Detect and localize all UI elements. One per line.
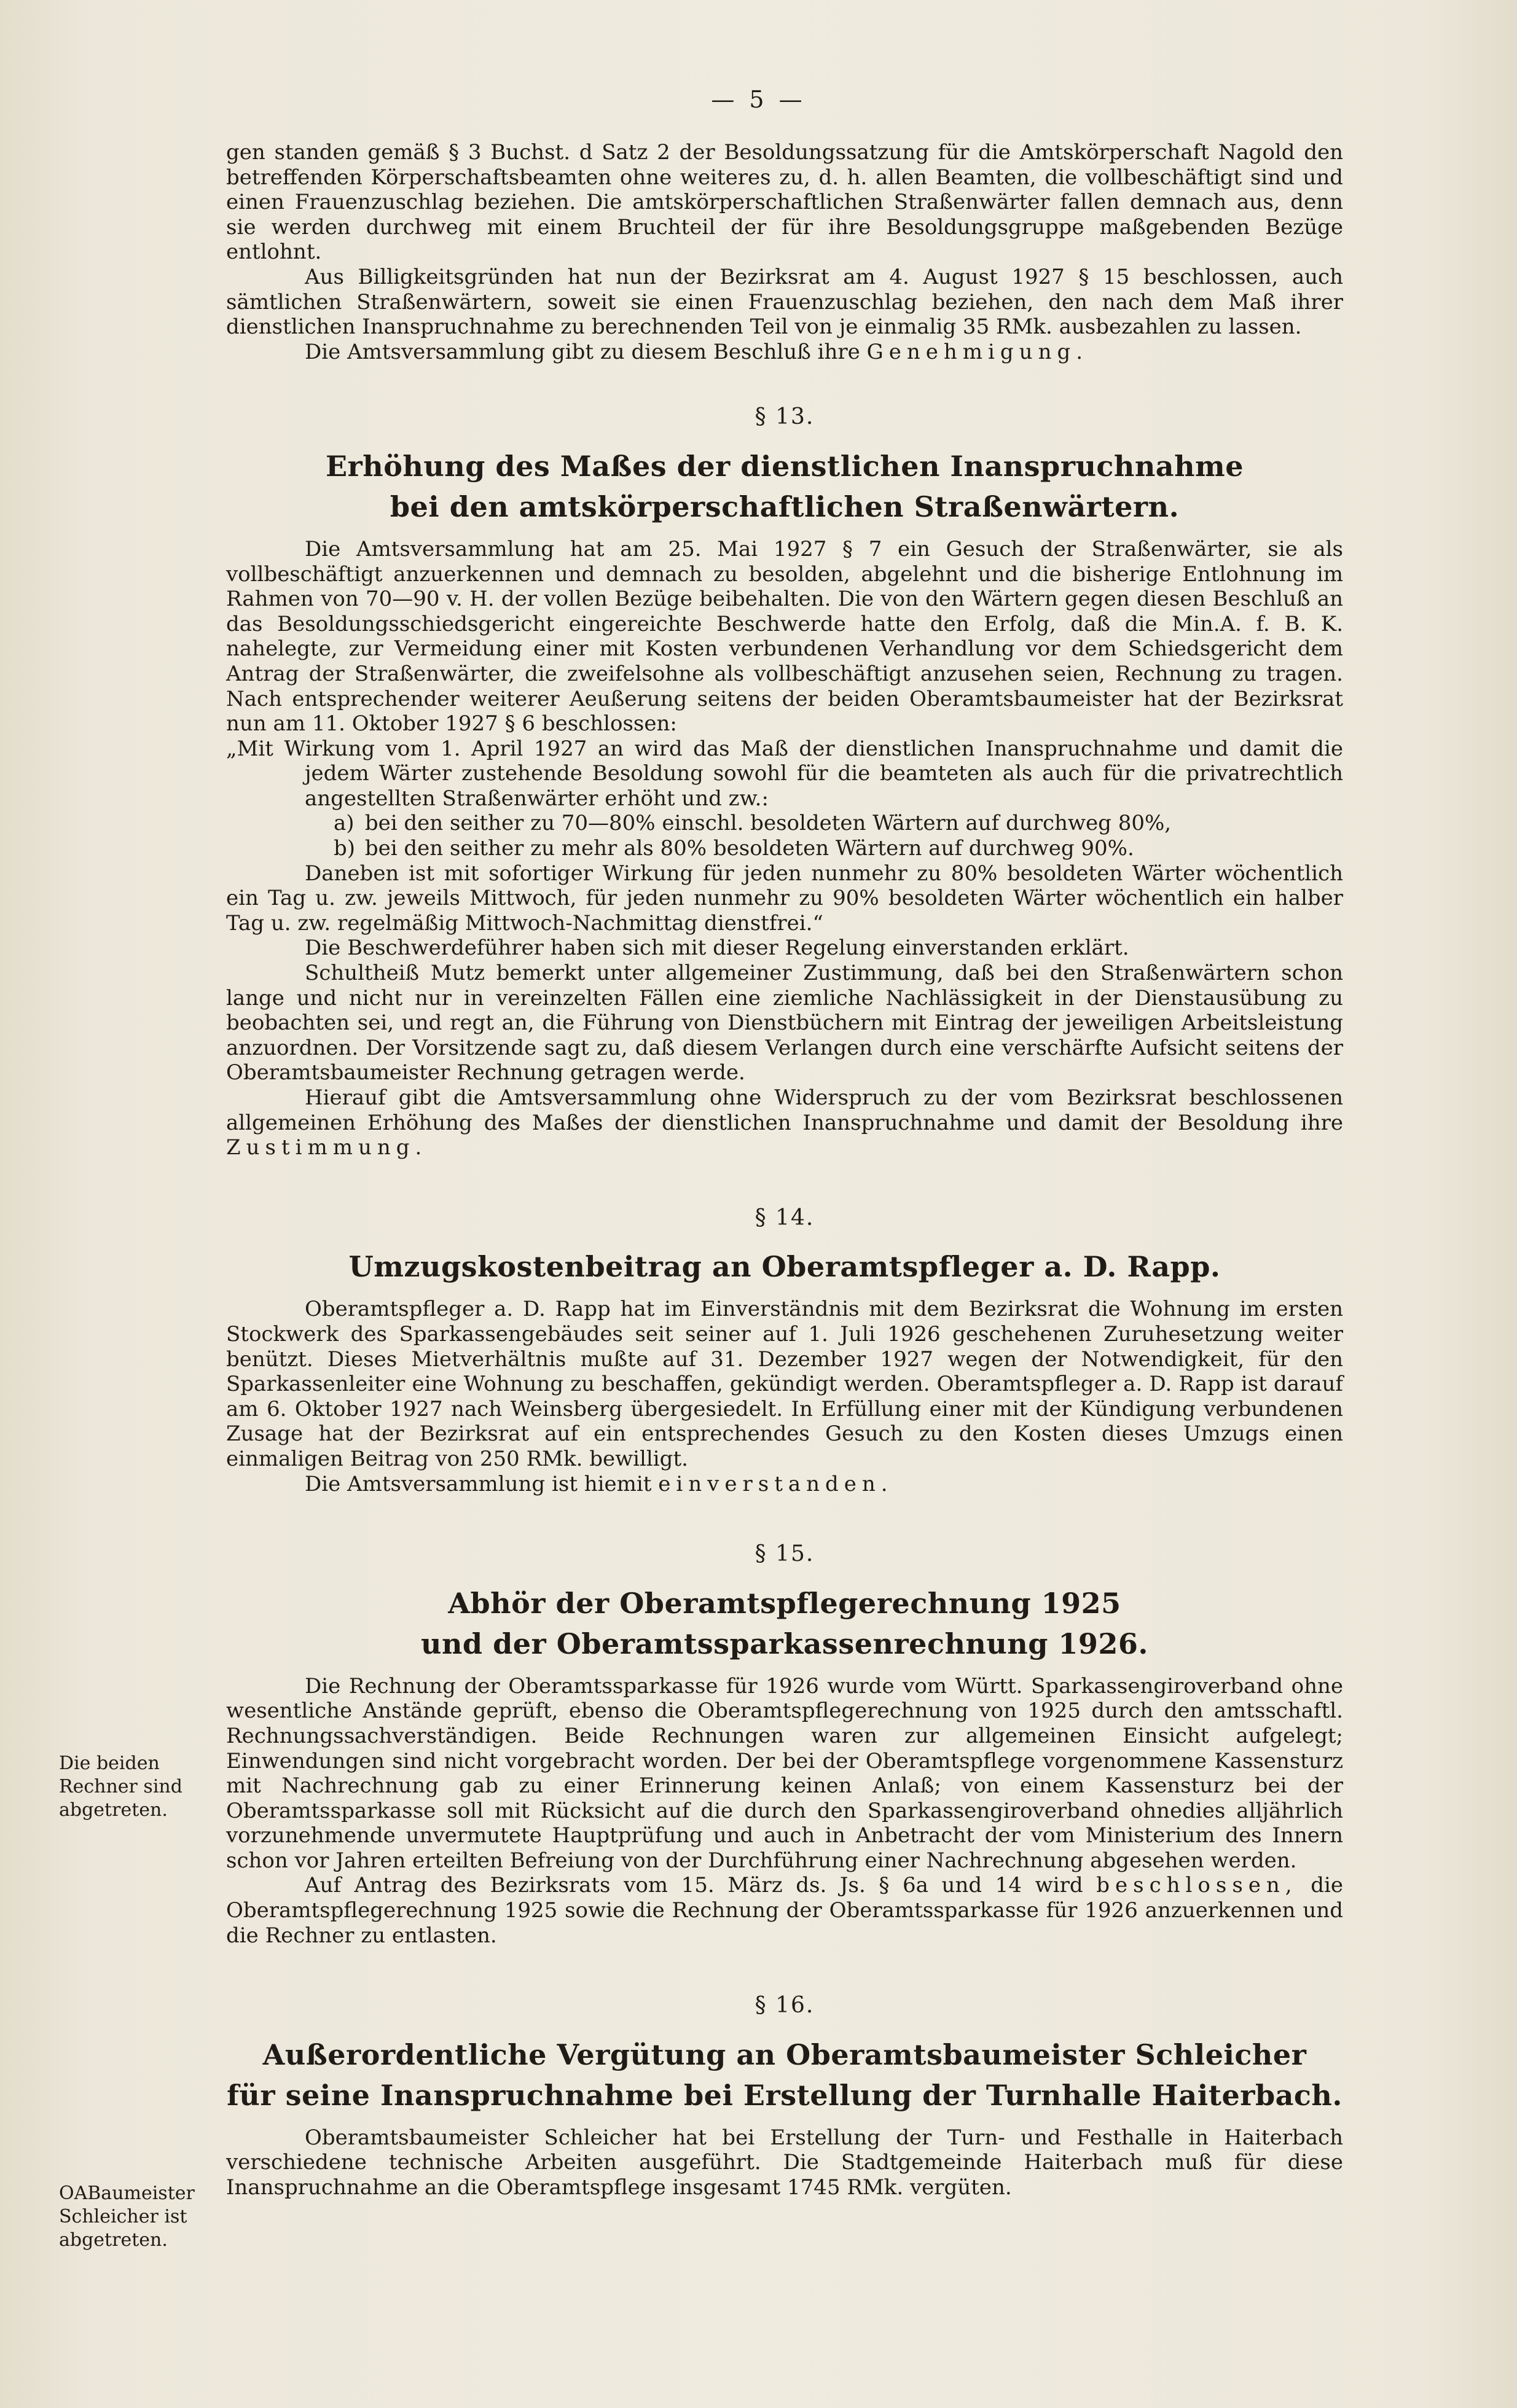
section-16-title xyxy=(226,2035,1343,2116)
section-15-number: § 15. xyxy=(755,1541,815,1567)
section-13-title xyxy=(226,446,1343,527)
section-13-quote-1: „Mit Wirkung vom 1. April 1927 an wird das Maß der dienstlichen Inanspruchnahme und damit die jedem Wärter zustehende Besoldung sowohl für die beamteten als auch für die privatrechtlich angestellten Straßenwärter erhöht und zw.: xyxy=(226,736,1343,811)
section-13-quote-2 xyxy=(226,861,1343,936)
section-15-title xyxy=(226,1583,1343,1664)
section-13-item-a-text: bei den seither zu 70—80% einschl. besoldeten Wärtern auf durchweg 80%, xyxy=(364,811,1172,836)
section-13-title-line-1: Erhöhung des Maßes der dienstlichen Inanspruchnahme xyxy=(326,449,1244,483)
section-13-item-b-text: bei den seither zu mehr als 80% besoldeten Wärtern auf durchweg 90%. xyxy=(364,836,1134,861)
section-13-paragraph-1: Die Amtsversammlung hat am 25. Mai 1927 § 7 ein Gesuch der Straßenwärter, sie als vollbeschäftigt anzuerkennen und demnach zu besolden, abgelehnt und die bisherige Entlohnung im Rahmen von 70—90 v. H. der vollen Bezüge beibehalten. Die von den Wärtern gegen diesen Beschluß an das Besoldungsschiedsgericht eingereichte Beschwerde hatte den Erfolg, daß die Min.A. f. B. K. nahelegte, zur Vermeidung einer mit Kosten verbundenen Verhandlung vor dem Schiedsgericht dem Antrag der Straßenwärter, die zweifelsohne als vollbeschäftigt anzusehen seien, Rechnung zu tragen. Nach entsprechender weiterer Aeußerung seitens der beiden Oberamtsbaumeister hat der Bezirksrat nun am 11. Oktober 1927 § 6 beschlossen: xyxy=(226,536,1343,737)
section-13-quote-2-text: Daneben ist mit sofortiger Wirkung für jeden nunmehr zu 80% besoldeten Wärter wöchentlich ein Tag u. zw. jeweils Mittwoch, für jeden nunmehr zu 90% besoldeten Wärter wöchentlich ein halber Tag u. zw. regelmäßig Mittwoch-Nachmittag dienstfrei.“ xyxy=(226,861,1343,936)
section-15-title-line-2: und der Oberamtssparkassenrechnung 1926. xyxy=(421,1627,1148,1660)
margin-note-section-15: Die beiden Rechner sind abgetreten. xyxy=(59,1753,182,1821)
section-14-number: § 14. xyxy=(755,1205,815,1230)
intro-paragraph-2: Aus Billigkeitsgründen hat nun der Bezirksrat am 4. August 1927 § 15 beschlossen, auch sämtlichen Straßenwärtern, soweit sie einen Frauenzuschlag beziehen, den nach dem Maß ihrer dienstlichen Inanspruchnahme zu berechnenden Teil von je einmalig 35 RMk. ausbezahlen zu lassen. xyxy=(226,264,1343,340)
section-16-title-line-1: Außerordentliche Vergütung an Oberamtsbaumeister Schleicher xyxy=(262,2038,1307,2071)
section-13-paragraph-4-emphasis: Zustimmung. xyxy=(226,1135,428,1160)
section-13-paragraph-3: Schultheiß Mutz bemerkt unter allgemeiner Zustimmung, daß bei den Straßenwärtern schon lange und nicht nur in vereinzelten Fällen eine ziemliche Nachlässigkeit in der Dienstausübung zu beobachten sei, und regt an, die Führung von Dienstbüchern mit Eintrag der jeweiligen Arbeitsleistung anzuordnen. Der Vorsitzende sagt zu, daß diesem Verlangen durch eine verschärfte Aufsicht seitens der Oberamtsbaumeister Rechnung getragen werde. xyxy=(226,961,1343,1085)
page-body xyxy=(226,140,1343,2200)
intro-paragraph-3-emphasis: Genehmigung. xyxy=(866,339,1089,364)
section-16-paragraph-1: Oberamtsbaumeister Schleicher hat bei Erstellung der Turn- und Festhalle in Haiterbach verschiedene technische Arbeiten ausgeführt. Die Stadtgemeinde Haiterbach muß für diese Inanspruchnahme an die Oberamtspflege insgesamt 1745 RMk. vergüten. xyxy=(226,2125,1343,2200)
section-13-item-b-label: b) xyxy=(334,836,356,861)
section-16-title-line-2: für seine Inanspruchnahme bei Erstellung der Turnhalle Haiterbach. xyxy=(227,2078,1343,2112)
margin-note-section-16: OABaumeister Schleicher ist abgetreten. xyxy=(59,2183,195,2251)
section-13-paragraph-4-text: Hierauf gibt die Amtsversammlung ohne Widerspruch zu der vom Bezirksrat beschlossenen allgemeinen Erhöhung des Maßes der dienstlichen Inanspruchnahme und damit der Besoldung ihre xyxy=(226,1085,1343,1135)
section-15-paragraph-2-emphasis: beschlossen, xyxy=(1096,1873,1298,1898)
section-15-title-line-1: Abhör der Oberamtspflegerechnung 1925 xyxy=(448,1586,1121,1620)
section-14-title: Umzugskostenbeitrag an Oberamtspfleger a. D. Rapp. xyxy=(348,1250,1221,1284)
section-15-paragraph-2-rest: die Oberamtspflegerechnung 1925 sowie die Rechnung der Oberamtssparkasse für 1926 anzuerkennen und die Rechner zu entlasten. xyxy=(226,1873,1343,1948)
section-13-paragraph-4 xyxy=(226,1085,1343,1160)
section-14-paragraph-2 xyxy=(226,1472,1343,1497)
section-15-paragraph-2 xyxy=(226,1873,1343,1948)
section-13-title-line-2: bei den amtskörperschaftlichen Straßenwärtern. xyxy=(390,490,1180,523)
section-14-paragraph-2-emphasis: einverstanden. xyxy=(658,1471,893,1496)
section-13-number: § 13. xyxy=(755,404,815,430)
section-14-paragraph-2-text: Die Amtsversammlung ist hiemit xyxy=(305,1471,659,1496)
intro-paragraph-3 xyxy=(226,340,1343,365)
intro-paragraph-1: gen standen gemäß § 3 Buchst. d Satz 2 der Besoldungssatzung für die Amtskörperschaft Nagold den betreffenden Körperschaftsbeamten ohne weiteres zu, d. h. allen Beamten, die vollbeschäftigt sind und einen Frauenzuschlag beziehen. Die amtskörperschaftlichen Straßenwärter fallen demnach aus, denn sie werden durchweg mit einem Bruchteil der für ihre Besoldungsgruppe maßgebenden Bezüge entlohnt. xyxy=(226,140,1343,265)
intro-paragraph-3-text: Die Amtsversammlung gibt zu diesem Beschluß ihre xyxy=(305,339,867,364)
section-15-paragraph-2-text: Auf Antrag des Bezirksrats vom 15. März ds. Js. § 6a und 14 wird xyxy=(305,1873,1097,1898)
section-13-item-a-label: a) xyxy=(334,811,355,836)
section-13-item-a xyxy=(226,811,1343,836)
section-15-paragraph-1: Die Rechnung der Oberamtssparkasse für 1926 wurde vom Württ. Sparkassengiroverband ohne wesentliche Anstände geprüft, ebenso die Oberamtspflegerechnung von 1925 durch den amtsschaftl. Rechnungssachverständigen. Beide Rechnungen waren zur allgemeinen Einsicht aufgelegt; Einwendungen sind nicht vorgebracht worden. Der bei der Oberamtspflege vorgenommene Kassensturz mit Nachrechnung gab zu einer Erinnerung keinen Anlaß; von einem Kassensturz bei der Oberamtssparkasse soll mit Rücksicht auf die durch den Sparkassengiroverband ohnedies alljährlich vorzunehmende unvermutete Hauptprüfung und auch in Anbetracht der vom Ministerium des Innern schon vor Jahren erteilten Befreiung von der Durchführung einer Nachrechnung abgesehen werden. xyxy=(226,1673,1343,1873)
section-13-paragraph-2: Die Beschwerdeführer haben sich mit dieser Regelung einverstanden erklärt. xyxy=(305,936,1129,961)
section-16-number: § 16. xyxy=(755,1993,815,2019)
section-13-item-b xyxy=(226,836,1343,861)
page-number: — 5 — xyxy=(711,86,806,113)
section-14-paragraph-1: Oberamtspfleger a. D. Rapp hat im Einverständnis mit dem Bezirksrat die Wohnung im ersten Stockwerk des Sparkassengebäudes seit seiner auf 1. Juli 1926 geschehenen Zuruhesetzung weiter benützt. Dieses Mietverhältnis mußte auf 31. Dezember 1927 wegen der Notwendigkeit, für den Sparkassenleiter eine Wohnung zu beschaffen, gekündigt werden. Oberamtspfleger a. D. Rapp ist darauf am 6. Oktober 1927 nach Weinsberg übergesiedelt. In Erfüllung einer mit der Kündigung verbundenen Zusage hat der Bezirksrat auf ein entsprechendes Gesuch zu den Kosten dieses Umzugs einen einmaligen Beitrag von 250 RMk. bewilligt. xyxy=(226,1297,1343,1471)
